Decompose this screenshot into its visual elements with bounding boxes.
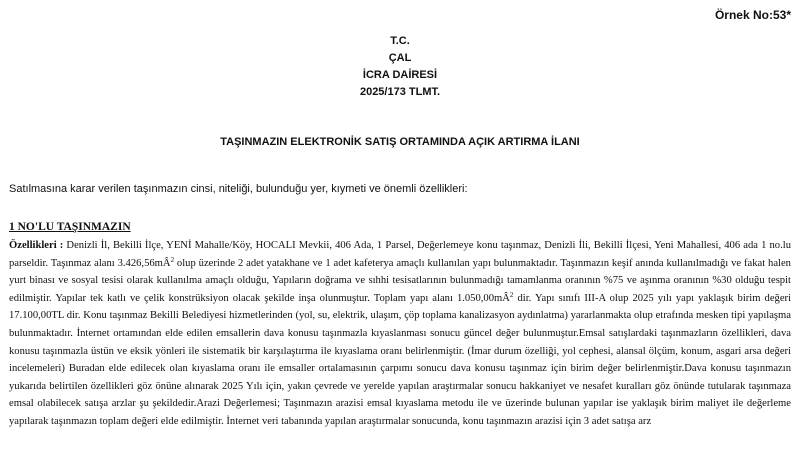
form-number: Örnek No:53* [714,8,791,22]
header-office: İCRA DAİRESİ [362,69,438,81]
features-label: Özellikleri : [9,240,64,251]
description-part-2: olup üzerinde 2 adet yatakhane ve 1 adet kafeterya amaçlı kullanılan yapı bulunmaktadır. Taşınmazın keşif anında kullanılmadığı ve fakat halen yurt binası ve sosyal tesisi olarak kullanılma amaçlı olduğu, Yapıların doğrama ve sıhhi tesisatlarının bulunmadığı tamamlanma oranının %75 ve aşınma oranının %30 olduğu tespit edilmiştir. Yapılar tek katlı ve çelik konstrüksiyon olacak şekilde inşa olunmuştur. Toplam yapı alanı 1.050,00mÂ [9,257,791,304]
description-part-3: dir. Yapı sınıfı III-A olup 2025 yılı yapı yaklaşık birim değeri 17.100,00TL dir. Konu taşınmaz Bekilli Belediyesi hizmetlerinden (yol, su, elektrik, ulaşım, çöp toplama kanalizasyon aydınlatma) yararlanmakta olup etrafında mesken tipi yapılaşma bulunmaktadır. İnternet ortamından elde edilen emsallerin dava konusu taşınmazla kıyaslanması sonucu güncel değer bulunmuştur.Emsal satışlardaki taşınmazların özellikleri, dava konusu taşınmazla üstün ve eksik yönleri ile sistematik bir karşılaştırma ile kıyaslama oranı belirlenmiştir. (İmar durum özelliği, yol cephesi, alansal ölçüm, konum, asgari arsa değeri incelemeleri) Buradan elde edilecek olan kıyaslama oranı ile emsaller ortalamasının çarpımı sonucu dava konusu taşınmaz için birim değer belirlenmiştir.Dava konusu taşınmazın yukarıda belirtilen özellikleri göz önüne alınarak 2025 Yılı için, yakın çevrede ve yerelde yapılan araştırmalar sonucu hakkaniyet ve nesafet kuralları göz önünde tutularak taşınmaza emsal olabilecek satışa arzlar şu şekildedir.Arazi Değerlemesi; Taşınmazın arazisi emsal kıyaslama metodu ile ve üzerinde bulunan yapılar ise yaklaşık birim maliyet ile değerleme yapılarak taşınmazın toplam değeri elde edilmiştir. İnternet veri tabanında yapılan araştırmalar sonucunda, konu taşınmazın arazisi için 3 adet satışa arz [9,292,791,427]
superscript-2: 2 [509,290,514,299]
intro-text: Satılmasına karar verilen taşınmazın cinsi, niteliği, bulunduğu yer, kıymeti ve önemli özellikleri: [9,183,468,195]
header-district: ÇAL [388,52,412,64]
header-country: T.C. [390,35,410,47]
section-heading: 1 NO'LU TAŞINMAZIN [9,221,131,233]
header-file-number: 2025/173 TLMT. [359,86,441,98]
document-header [0,33,800,101]
announcement-title: TAŞINMAZIN ELEKTRONİK SATIŞ ORTAMINDA AÇIK ARTIRMA İLANI [220,136,580,148]
superscript-1: 2 [170,255,175,264]
description-part-1: Denizli İl, Bekilli İlçe, YENİ Mahalle/Köy, HOCALI Mevkii, 406 Ada, 1 Parsel, Değerlemeye konu taşınmaz, Denizli İli, Bekilli İlçesi, Yeni Mahallesi, 406 ada 1 no.lu parseldir. Taşınmaz alanı 3.426,56mÂ [9,240,791,269]
property-description [9,237,791,431]
